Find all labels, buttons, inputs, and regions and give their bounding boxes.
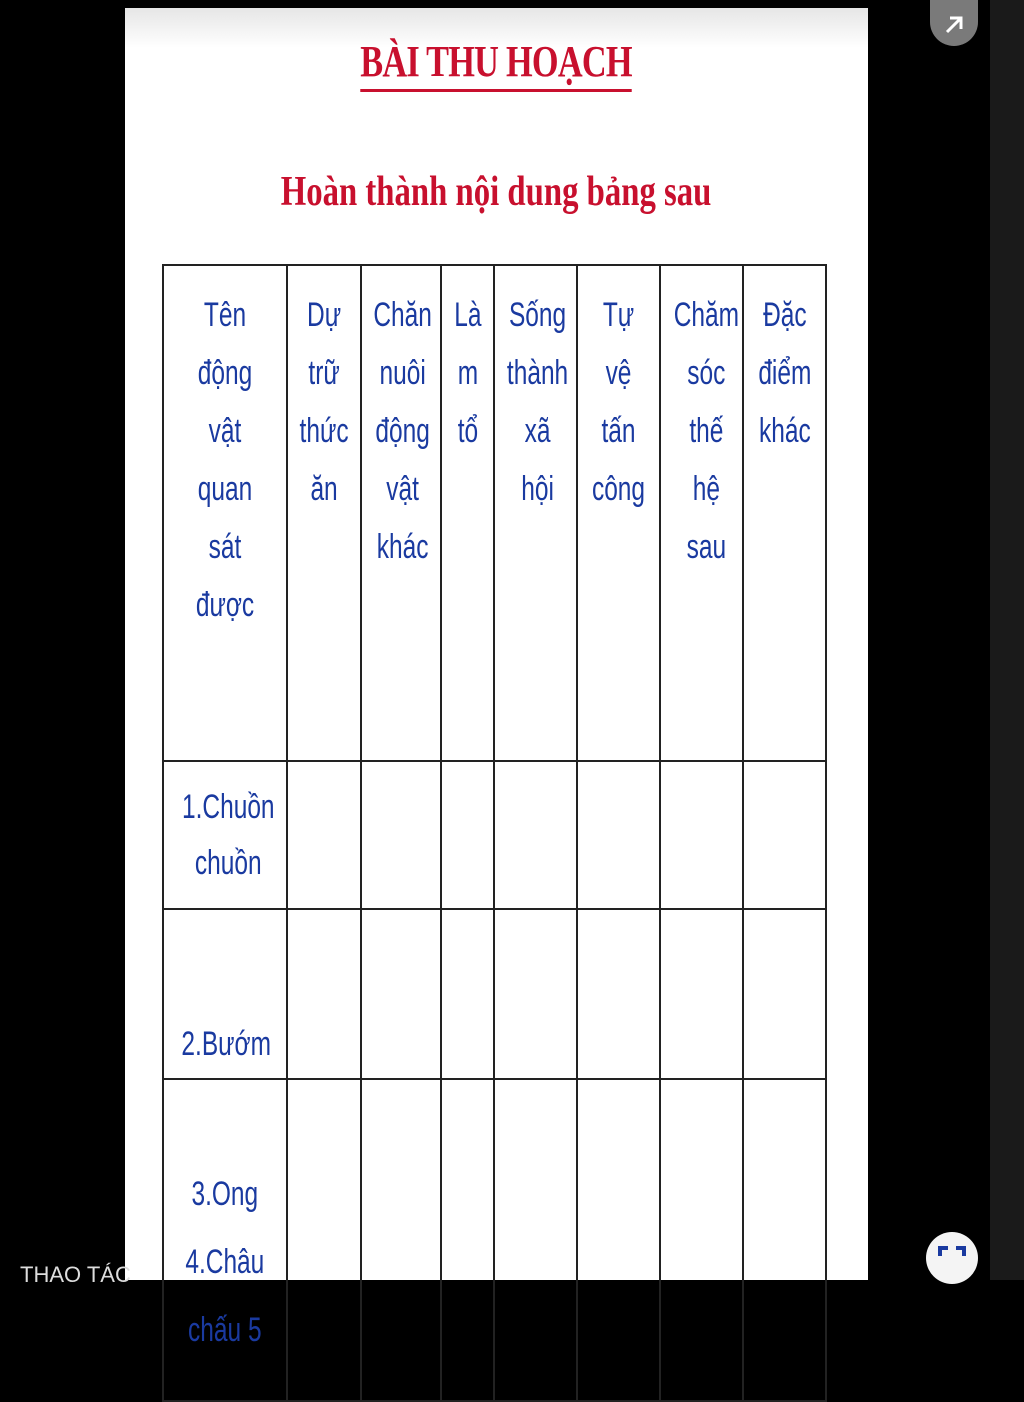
table-cell: [577, 761, 660, 909]
header-cell: Dự trữ thức ăn: [287, 265, 361, 761]
header-cell: Là m tổ: [441, 265, 494, 761]
table-cell: [577, 909, 660, 1079]
side-panel: [990, 0, 1024, 1280]
table-cell: [361, 1079, 441, 1401]
animal-name-cell: 2.Bướm: [163, 909, 287, 1079]
table-header-row: [163, 265, 826, 761]
table-row: [163, 1079, 826, 1401]
table-cell: [441, 761, 494, 909]
animal-name-cell: 1.Chuồn chuồn: [163, 761, 287, 909]
table-cell: [494, 909, 577, 1079]
table-cell: [287, 761, 361, 909]
table-cell: [287, 909, 361, 1079]
table-cell: [743, 1079, 826, 1401]
document-title: BÀI THU HOẠCH: [125, 36, 868, 92]
table-row: [163, 909, 826, 1079]
document-subtitle: Hoàn thành nội dung bảng sau: [281, 169, 712, 215]
table-cell: [361, 909, 441, 1079]
collapse-button[interactable]: [930, 0, 978, 46]
table-row: [163, 761, 826, 909]
table-cell: [287, 1079, 361, 1401]
table-cell: [441, 1079, 494, 1401]
table-cell: [577, 1079, 660, 1401]
table-cell: [660, 1079, 743, 1401]
header-cell: Sống thành xã hội: [494, 265, 577, 761]
fullscreen-button[interactable]: [926, 1232, 978, 1284]
table-cell: [361, 761, 441, 909]
animal-name-cell: 3.Ong 4.Châu chấu 5: [163, 1079, 287, 1401]
table-cell: [494, 1079, 577, 1401]
document-page: [125, 8, 868, 1349]
table-cell: [660, 909, 743, 1079]
table-cell: [660, 761, 743, 909]
table-cell: [441, 909, 494, 1079]
header-cell: Chăm sóc thế hệ sau: [660, 265, 743, 761]
header-cell: Đặc điểm khác: [743, 265, 826, 761]
header-cell: Chăn nuôi động vật khác: [361, 265, 441, 761]
header-cell: Tự vệ tấn công: [577, 265, 660, 761]
table-cell: [743, 761, 826, 909]
fullscreen-icon: [938, 1246, 966, 1274]
observation-table: [162, 264, 827, 1402]
header-cell: Tên động vật quan sát được: [163, 265, 287, 761]
bottom-caption: THAO TÁC: [20, 1262, 131, 1287]
table-cell: [743, 909, 826, 1079]
table-cell: [494, 761, 577, 909]
collapse-icon: [941, 12, 967, 38]
